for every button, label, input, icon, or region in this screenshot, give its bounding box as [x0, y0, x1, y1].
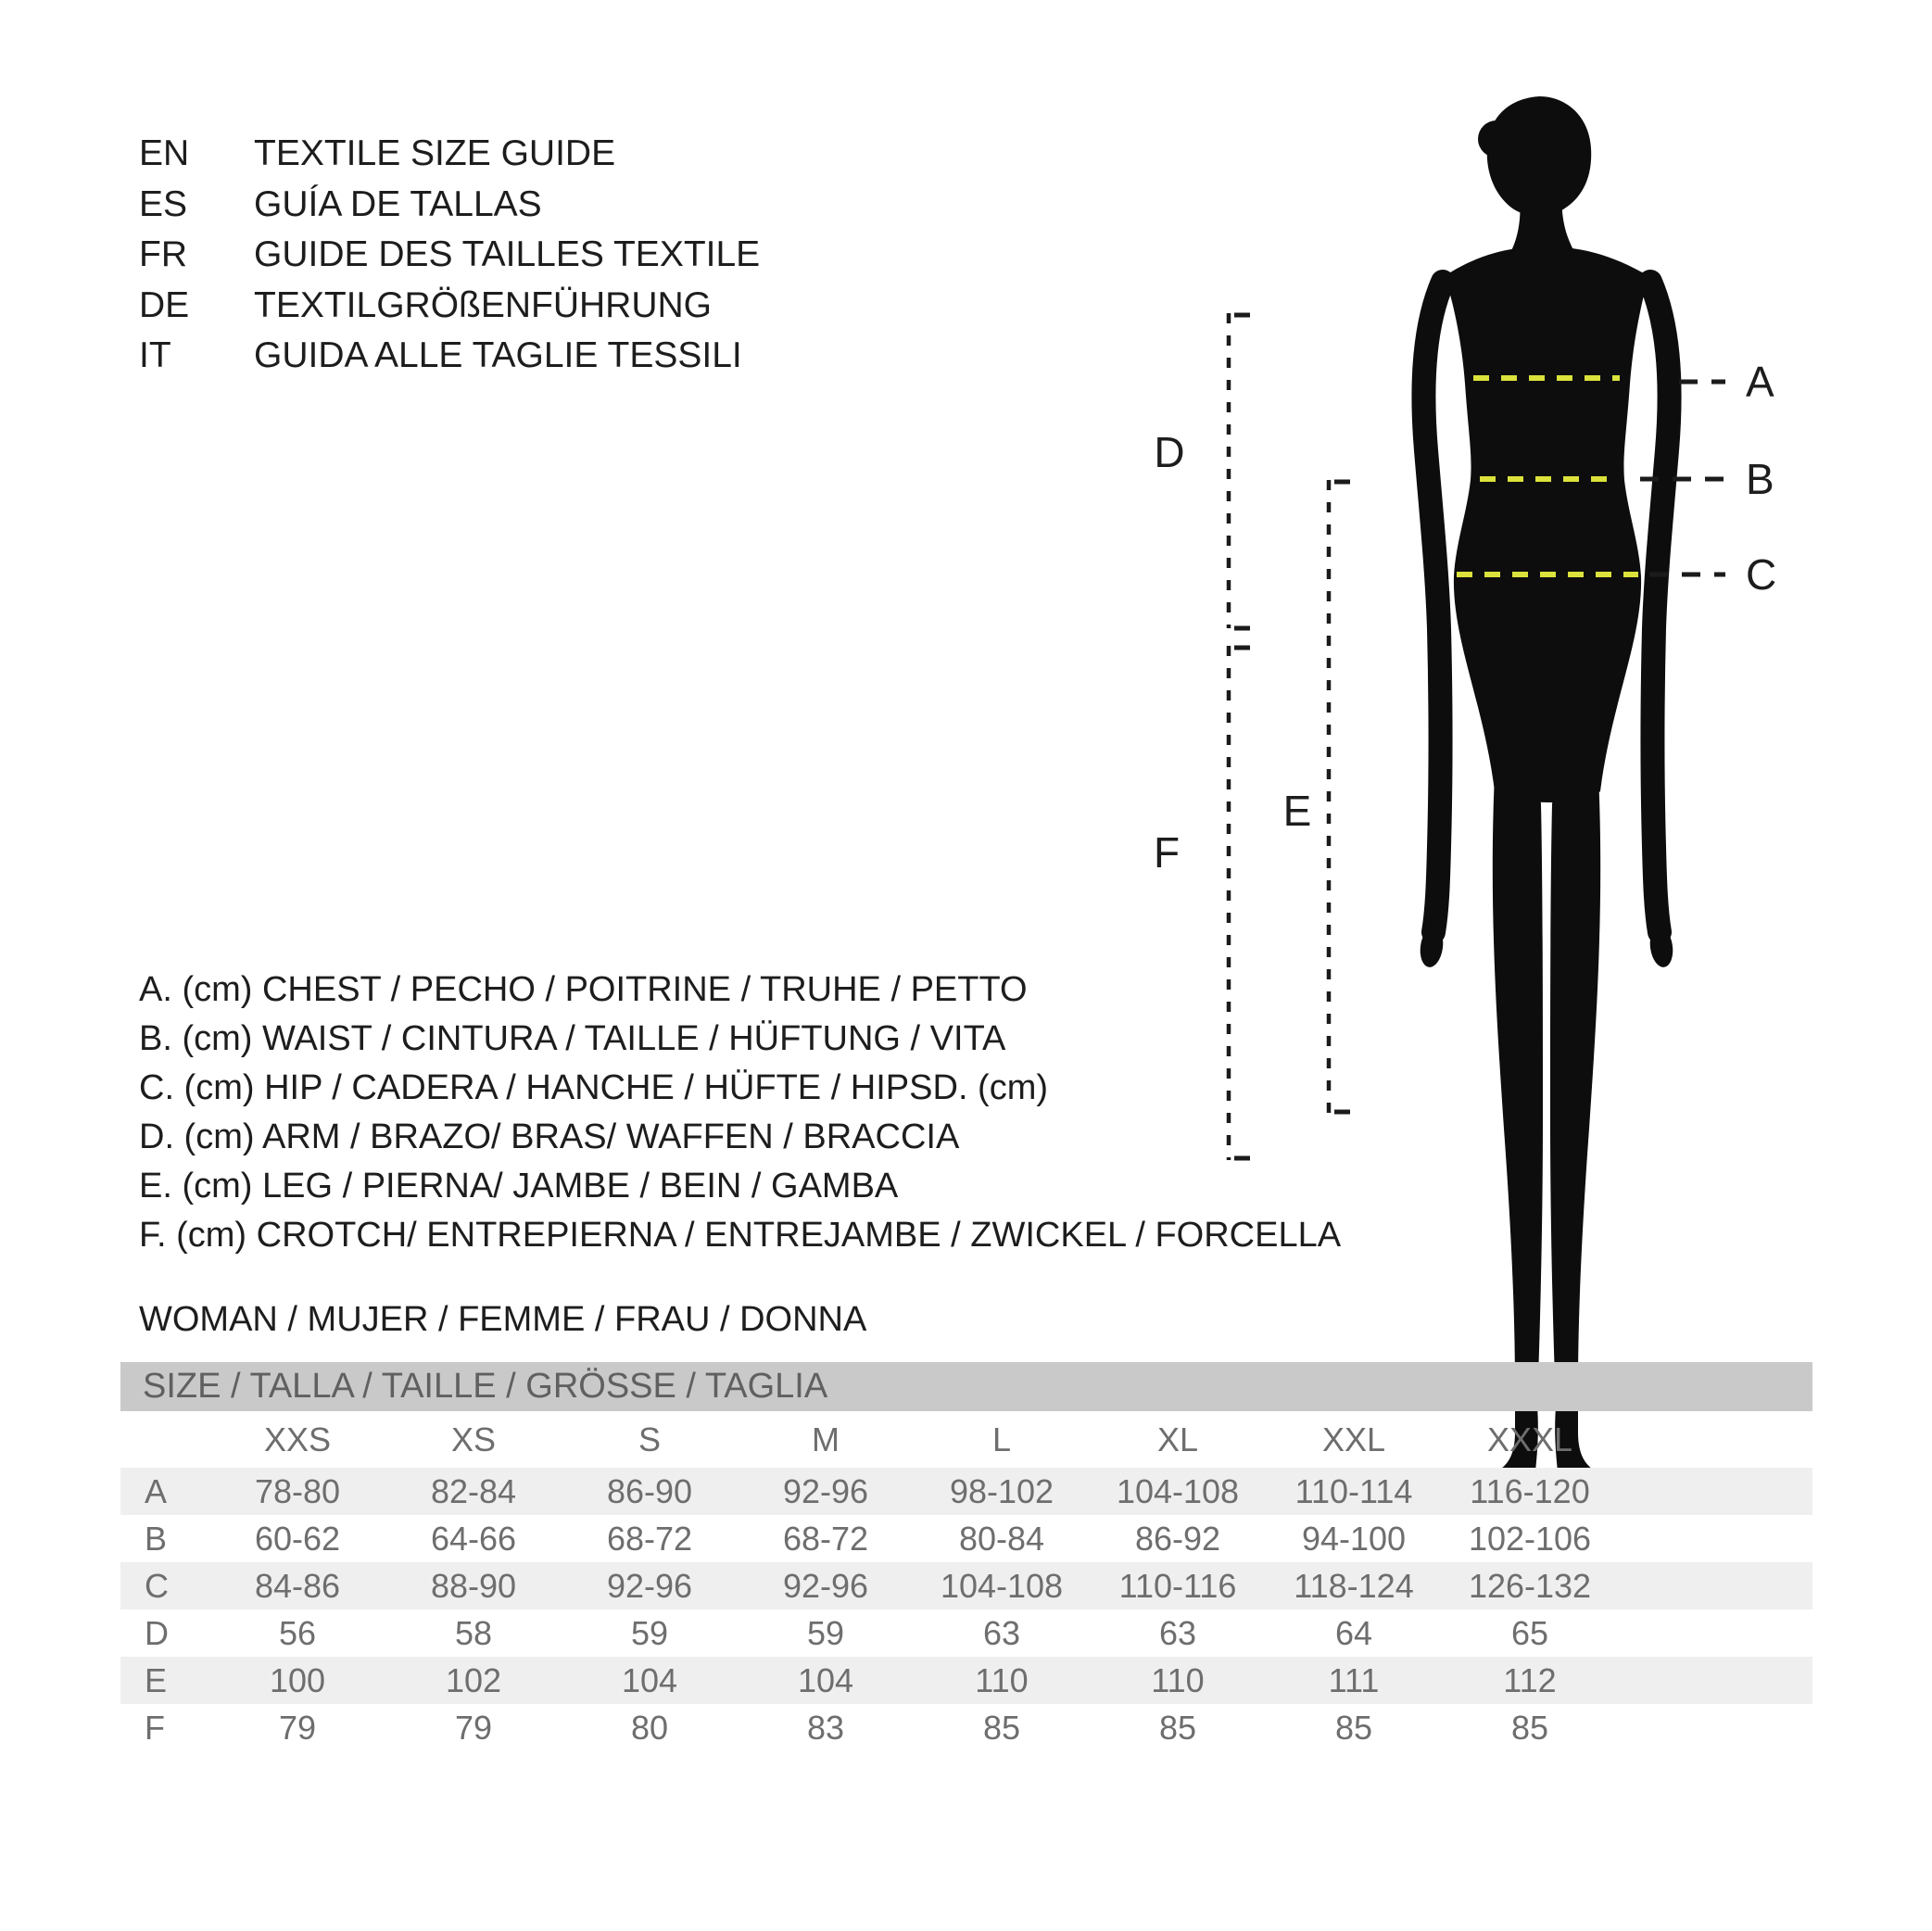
size-cell: 60-62: [254, 1519, 341, 1558]
size-cell: 112: [1503, 1660, 1557, 1699]
language-code: IT: [139, 335, 171, 376]
size-cell: 100: [269, 1660, 326, 1699]
size-row-c: [120, 1562, 1812, 1609]
size-cell: 63: [1158, 1613, 1197, 1652]
size-cell: 56: [278, 1613, 317, 1652]
silhouette-right-arm: [1650, 282, 1670, 932]
row-label: D: [145, 1613, 169, 1652]
size-cell: 104: [621, 1660, 678, 1699]
measurement-legend: [139, 966, 1341, 1260]
size-cell: 102: [445, 1660, 502, 1699]
size-cell: 116-120: [1470, 1471, 1590, 1510]
size-cell: 92-96: [782, 1566, 869, 1605]
size-row-a: [120, 1468, 1812, 1515]
silhouette-left-arm: [1423, 282, 1443, 932]
size-cell: 78-80: [254, 1471, 341, 1510]
row-label: B: [145, 1519, 168, 1558]
label-leg-e: E: [1282, 787, 1312, 835]
size-cell: 104-108: [1116, 1471, 1240, 1510]
language-title: GUIDE DES TAILLES TEXTILE: [254, 234, 761, 275]
size-cell: 92-96: [782, 1471, 869, 1510]
column-header-xl: XL: [1156, 1420, 1199, 1458]
size-cell: 110: [1151, 1660, 1205, 1699]
language-row-it: [139, 331, 760, 382]
size-cell: 94-100: [1301, 1519, 1407, 1558]
language-code: DE: [139, 284, 190, 325]
size-cell: 88-90: [430, 1566, 517, 1605]
size-cell: 110: [975, 1660, 1029, 1699]
language-row-fr: [139, 230, 760, 281]
size-table: [120, 1362, 1812, 1751]
row-label: A: [145, 1471, 168, 1510]
size-cell: 104: [797, 1660, 854, 1699]
size-cell: 68-72: [782, 1519, 869, 1558]
size-cell: 86-90: [606, 1471, 693, 1510]
legend-line-waist: B. (cm) WAIST / CINTURA / TAILLE / HÜFTUNG / VITA: [139, 1019, 1006, 1058]
size-row-d: [120, 1609, 1812, 1657]
size-cell: 110-116: [1118, 1566, 1237, 1605]
size-row-b: [120, 1515, 1812, 1562]
label-arm-d: D: [1154, 428, 1185, 476]
size-cell: 64-66: [430, 1519, 517, 1558]
size-table-header-band: SIZE / TALLA / TAILLE / GRÖSSE / TAGLIA: [120, 1362, 1812, 1411]
silhouette-torso: [1445, 246, 1648, 802]
size-cell: 85: [1158, 1708, 1197, 1747]
size-cell: 126-132: [1468, 1566, 1592, 1605]
legend-line-chest: A. (cm) CHEST / PECHO / POITRINE / TRUHE / PETTO: [139, 970, 1028, 1009]
size-table-column-header-row: [120, 1411, 1812, 1468]
language-code: ES: [139, 183, 188, 224]
row-label: F: [145, 1708, 165, 1747]
size-cell: 58: [454, 1613, 493, 1652]
size-cell: 79: [454, 1708, 493, 1747]
legend-line-leg: E. (cm) LEG / PIERNA/ JAMBE / BEIN / GAMBA: [139, 1167, 899, 1205]
size-cell: 86-92: [1134, 1519, 1221, 1558]
size-cell: 64: [1334, 1613, 1373, 1652]
size-cell: 79: [278, 1708, 317, 1747]
language-title: GUIDA ALLE TAGLIE TESSILI: [254, 335, 742, 376]
size-cell: 63: [982, 1613, 1021, 1652]
column-header-xs: XS: [450, 1420, 497, 1458]
size-cell: 80: [630, 1708, 669, 1747]
language-code: FR: [139, 234, 187, 275]
size-cell: 59: [630, 1613, 669, 1652]
size-cell: 98-102: [949, 1471, 1054, 1510]
size-cell: 65: [1510, 1613, 1549, 1652]
size-cell: 85: [982, 1708, 1021, 1747]
size-cell: 92-96: [606, 1566, 693, 1605]
label-waist-b: B: [1746, 455, 1774, 503]
language-title: TEXTILE SIZE GUIDE: [254, 133, 616, 174]
language-row-en: [139, 129, 760, 180]
size-cell: 104-108: [940, 1566, 1064, 1605]
size-cell: 84-86: [254, 1566, 341, 1605]
column-header-m: M: [812, 1420, 840, 1458]
size-row-f: [120, 1704, 1812, 1751]
woman-silhouette: [1418, 96, 1675, 1471]
label-chest-a: A: [1746, 358, 1774, 406]
size-cell: 80-84: [958, 1519, 1045, 1558]
size-cell: 82-84: [430, 1471, 517, 1510]
row-label: E: [145, 1660, 168, 1699]
size-cell: 111: [1328, 1660, 1380, 1699]
legend-line-hip: C. (cm) HIP / CADERA / HANCHE / HÜFTE / HIPSD. (cm): [139, 1068, 1049, 1107]
size-cell: 102-106: [1468, 1519, 1592, 1558]
language-row-de: [139, 281, 760, 332]
language-title: TEXTILGRÖßENFÜHRUNG: [254, 284, 713, 325]
gender-title: WOMAN / MUJER / FEMME / FRAU / DONNA: [139, 1300, 867, 1339]
label-hip-c: C: [1746, 550, 1777, 599]
size-cell: 110-114: [1294, 1471, 1413, 1510]
column-header-xxl: XXL: [1321, 1420, 1386, 1458]
size-cell: 85: [1334, 1708, 1373, 1747]
legend-line-arm: D. (cm) ARM / BRAZO/ BRAS/ WAFFEN / BRACCIA: [139, 1117, 960, 1156]
column-header-xxxl: XXXL: [1486, 1420, 1573, 1458]
row-label: C: [145, 1566, 169, 1605]
measurement-figure: [1130, 83, 1835, 1492]
size-cell: 68-72: [606, 1519, 693, 1558]
size-cell: 118-124: [1294, 1566, 1414, 1605]
language-title: GUÍA DE TALLAS: [254, 183, 542, 224]
size-row-e: [120, 1657, 1812, 1704]
language-title-block: [139, 129, 760, 382]
size-cell: 83: [806, 1708, 845, 1747]
size-cell: 59: [806, 1613, 845, 1652]
legend-line-crotch: F. (cm) CROTCH/ ENTREPIERNA / ENTREJAMBE / ZWICKEL / FORCELLA: [139, 1216, 1342, 1255]
language-row-es: [139, 180, 760, 231]
silhouette-hair: [1478, 120, 1515, 158]
label-crotch-f: F: [1153, 828, 1181, 877]
language-code: EN: [139, 133, 190, 174]
size-cell: 85: [1510, 1708, 1549, 1747]
column-header-xxs: XXS: [263, 1420, 332, 1458]
column-header-l: L: [991, 1420, 1012, 1458]
column-header-s: S: [638, 1420, 661, 1458]
